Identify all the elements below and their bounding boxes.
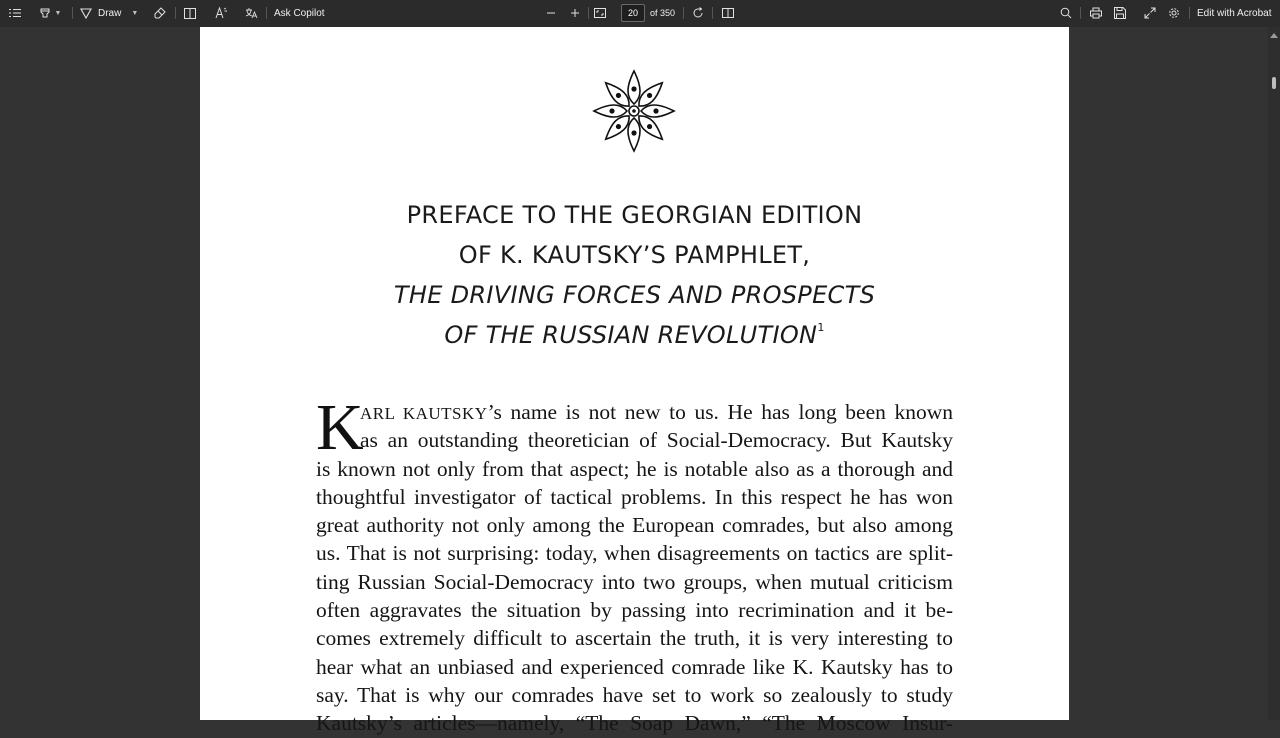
heading-line-2: OF K. KAUTSKY’S PAMPHLET, (458, 241, 811, 269)
paragraph-line: comes extremely difficult to ascertain the truth, it is very interesting to (316, 626, 953, 651)
toolbar-divider (175, 7, 176, 19)
paragraph-line: hear what an unbiased and experienced comrade like K. Kautsky has to (316, 654, 953, 679)
footnote-marker[interactable]: 1 (817, 321, 825, 334)
scroll-thumb[interactable] (1272, 77, 1276, 89)
minus-icon (546, 8, 556, 18)
toolbar-divider (712, 7, 713, 19)
paragraph-line: us. That is not surprising: today, when disagreements on tactics are split- (316, 541, 953, 566)
page-number-input[interactable] (621, 4, 645, 22)
plus-icon (570, 8, 580, 18)
page-layout-button[interactable] (719, 4, 737, 22)
paragraph-line: as an outstanding theoretician of Social-Democracy. But Kautsky (360, 428, 953, 453)
fit-page-button[interactable] (592, 4, 608, 22)
read-aloud-icon (215, 7, 228, 19)
erase-button[interactable] (152, 4, 168, 22)
zoom-in-button[interactable] (567, 4, 583, 22)
page-total (650, 4, 680, 22)
vertical-scrollbar[interactable] (1268, 27, 1280, 720)
page-view-button[interactable] (182, 4, 198, 22)
paragraph-line: great authority not only among the European comrades, but also among (316, 513, 953, 538)
rotate-icon (692, 7, 704, 19)
paragraph-line (316, 398, 953, 426)
first-line-rest: ’s name is not new to us. He has long been known (487, 400, 954, 424)
print-button[interactable] (1087, 4, 1105, 22)
save-button[interactable] (1111, 4, 1129, 22)
toolbar-divider (1080, 7, 1081, 19)
toolbar-divider (683, 7, 684, 19)
heading-line-1: PREFACE TO THE GEORGIAN EDITION (406, 201, 863, 229)
search-button[interactable] (1057, 4, 1075, 22)
translate-button[interactable] (242, 4, 260, 22)
pdf-toolbar (0, 0, 1280, 27)
book-icon (184, 8, 196, 19)
translate-icon (245, 7, 258, 19)
eraser-icon (154, 7, 166, 19)
search-icon (1060, 7, 1072, 19)
star-ornament-icon (593, 70, 675, 152)
paragraph-line: ting Russian Social-Democracy into two groups, when mutual criticism (316, 569, 953, 594)
heading-line-3: THE DRIVING FORCES AND PROSPECTS (393, 281, 876, 309)
paragraph-line: say. That is why our comrades have set to work so zealously to study (316, 682, 953, 707)
edit-with-acrobat-label: Edit with Acrobat (1197, 7, 1272, 19)
author-name-smallcaps: ARL KAUTSKY (360, 404, 488, 423)
paragraph-line: is known not only from that aspect; he is notable also as a thorough and (316, 456, 953, 481)
read-aloud-button[interactable] (212, 4, 230, 22)
drop-cap: K (316, 391, 364, 464)
toolbar-divider (588, 7, 589, 19)
pen-icon (80, 7, 92, 19)
draw-button[interactable] (80, 4, 146, 22)
fit-page-icon (594, 8, 606, 18)
chevron-down-icon[interactable]: ▼ (131, 9, 139, 17)
paragraph-line: thoughtful investigator of tactical problems. In this respect he has won (316, 484, 953, 509)
toolbar-divider (72, 7, 73, 19)
fullscreen-button[interactable] (1141, 4, 1159, 22)
highlighter-icon (39, 7, 51, 19)
toolbar-divider (1189, 7, 1190, 19)
ask-copilot-button[interactable] (274, 4, 330, 22)
toolbar-divider (266, 7, 267, 19)
page-total-label: of 350 (650, 8, 676, 18)
two-page-icon (722, 8, 734, 18)
edit-with-acrobat-button[interactable] (1197, 4, 1275, 22)
gear-icon (1168, 7, 1180, 19)
scroll-up-arrow-icon[interactable] (1270, 33, 1278, 38)
draw-label: Draw (98, 7, 122, 19)
zoom-out-button[interactable] (543, 4, 559, 22)
pdf-page (200, 27, 1069, 736)
paragraph-line: often aggravates the situation by passing into recrimination and it be- (316, 598, 953, 623)
ask-copilot-label: Ask Copilot (274, 7, 325, 19)
printer-icon (1090, 7, 1102, 19)
paragraph-line: Kautsky’s articles—namely, “The Soap Dawn,” “The Moscow Insur- (316, 711, 953, 736)
body-text (316, 391, 954, 738)
heading-line-4 (200, 321, 1069, 349)
save-icon (1114, 7, 1126, 19)
contents-button[interactable] (6, 4, 24, 22)
highlight-button[interactable] (34, 4, 66, 22)
list-icon (9, 8, 21, 18)
rotate-button[interactable] (689, 4, 707, 22)
chevron-down-icon[interactable]: ▼ (54, 9, 62, 17)
expand-icon (1144, 7, 1156, 19)
heading-line-4-text: OF THE RUSSIAN REVOLUTION (444, 321, 818, 349)
settings-button[interactable] (1165, 4, 1183, 22)
